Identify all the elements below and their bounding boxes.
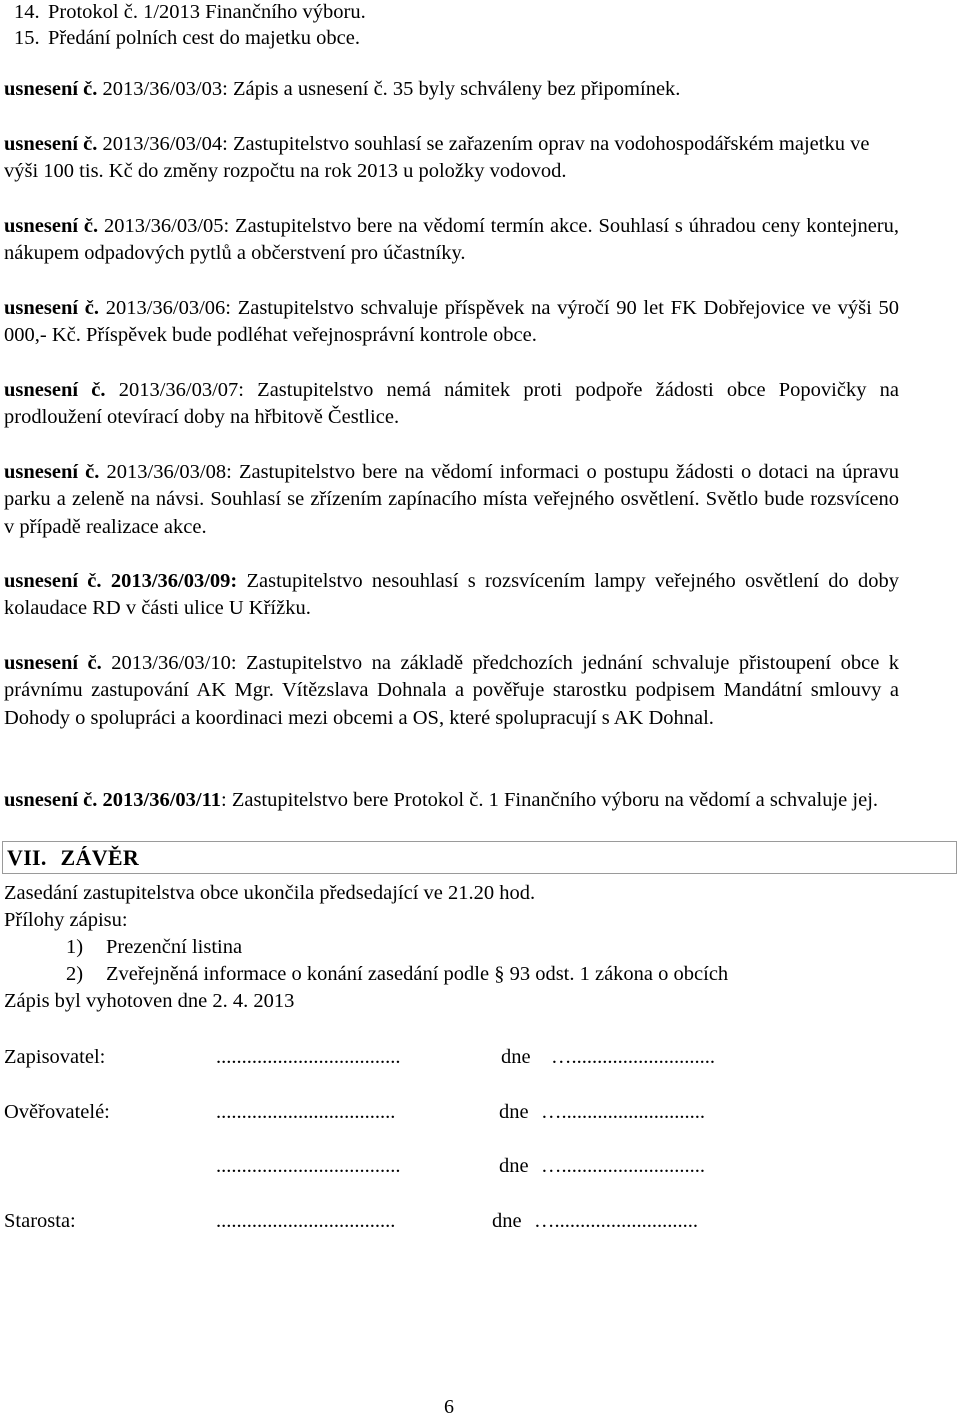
resolution-id: 2013/36/03/03 (102, 78, 223, 100)
section-number: VII. (7, 845, 47, 870)
signature-dne: dne (499, 1155, 529, 1177)
signature-date-line: …............................ (551, 1046, 715, 1068)
resolution-text: Zápis a usnesení č. 35 byly schváleny bez připomínek. (227, 78, 681, 100)
resolution-label: usnesení č. (4, 379, 106, 401)
agenda-text: Předání polních cest do majetku obce. (48, 27, 360, 49)
signature-dne: dne (492, 1210, 522, 1232)
resolution-text: Zastupitelstvo bere Protokol č. 1 Finančního výboru na vědomí a schvaluje jej. (226, 789, 879, 811)
attachment-item (66, 961, 728, 988)
signature-dne: dne (499, 1101, 529, 1123)
resolution-id-sep: : (223, 215, 230, 237)
resolution-id-sep: : (221, 789, 227, 811)
page-number: 6 (444, 1396, 454, 1418)
resolution-2013-36-03-10 (4, 650, 899, 732)
date-line: Zápis byl vyhotoven dne 2. 4. 2013 (4, 990, 295, 1012)
resolution-id: 2013/36/03/10 (111, 652, 231, 674)
attachment-text: Prezenční listina (106, 936, 243, 958)
attachment-text: Zveřejněná informace o konání zasedání podle § 93 odst. 1 zákona o obcích (106, 963, 729, 985)
resolution-label: usnesení č. (4, 652, 102, 674)
signature-label: Ověřovatelé: (4, 1101, 110, 1123)
agenda-num: 14. (14, 1, 40, 23)
resolution-text: Zastupitelstvo na základě předchozích jednání schvaluje přistoupení obce k právnímu zastupování AK Mgr. Vítězslava Dohnala a pověřuje starostku podpisem Mandátní smlouvy a Dohody o spolupráci a koordinaci mezi obcemi a OS, které spolupracují s AK Dohnal. (4, 652, 900, 729)
resolution-2013-36-03-06 (4, 295, 899, 350)
resolution-id-sep: : (230, 652, 237, 674)
agenda-num: 15. (14, 27, 40, 49)
signature-line: .................................... (216, 1046, 401, 1068)
resolution-text: Zastupitelstvo schvaluje příspěvek na výročí 90 let FK Dobřejovice ve výši 50 000,- Kč. Příspěvek bude podléhat veřejnosprávní kontrole obce. (4, 297, 900, 347)
signature-date-line: …............................ (541, 1101, 705, 1123)
signature-row (4, 1153, 899, 1181)
signature-row (4, 1099, 899, 1127)
resolution-label: usnesení č. (4, 789, 98, 811)
resolution-2013-36-03-04 (4, 131, 899, 186)
resolution-2013-36-03-05 (4, 213, 899, 268)
resolution-id-sep: : (222, 133, 228, 155)
resolution-id: 2013/36/03/05 (103, 215, 224, 237)
resolution-id: 2013/36/03/04 (102, 133, 223, 155)
signature-label: Starosta: (4, 1210, 76, 1232)
resolution-id: 2013/36/03/07 (118, 379, 239, 401)
resolution-id: 2013/36/03/08 (106, 461, 227, 483)
section-heading (7, 844, 139, 871)
resolution-id: 2013/36/03/09 (110, 570, 231, 592)
attachments-title: Přílohy zápisu: (4, 909, 128, 931)
signature-label: Zapisovatel: (4, 1046, 106, 1068)
resolution-text: Zastupitelstvo nemá námitek proti podpoře žádosti obce Popovičky na prodloužení otevírací doby na hřbitově Čestlice. (4, 379, 900, 429)
closing-statement: Zasedání zastupitelstva obce ukončila předsedající ve 21.20 hod. (4, 882, 536, 904)
resolution-id-sep: : (226, 461, 232, 483)
signature-line: ................................... (216, 1210, 396, 1232)
resolution-2013-36-03-07 (4, 377, 899, 432)
signature-line: .................................... (216, 1155, 401, 1177)
resolution-label: usnesení č. (4, 133, 98, 155)
resolution-id-sep: : (222, 78, 228, 100)
signature-date-line: …............................ (541, 1155, 705, 1177)
signature-line: ................................... (216, 1101, 396, 1123)
attachment-num: 2) (66, 963, 84, 985)
resolution-label: usnesení č. (4, 215, 99, 237)
attachment-item (66, 934, 242, 961)
resolution-text: Zastupitelstvo bere na vědomí termín akce. Souhlasí s úhradou ceny kontejneru, nákupem odpadových pytlů a občerstvení pro účastníky. (4, 215, 900, 265)
resolution-label: usnesení č. (4, 461, 100, 483)
resolution-id-sep: : (225, 297, 231, 319)
resolution-text: Zastupitelstvo nesouhlasí s rozsvícením lampy veřejného osvětlení do doby kolaudace RD v části ulice U Křížku. (4, 570, 900, 620)
resolution-2013-36-03-09 (4, 568, 899, 623)
resolution-label: usnesení č. (4, 297, 99, 319)
resolution-2013-36-03-11 (4, 787, 899, 814)
resolution-text: Zastupitelstvo bere na vědomí informaci o postupu žádosti o dotaci na úpravu parku a zeleně na návsi. Souhlasí se zřízením zapínacího místa veřejného osvětlení. Světlo bude rozsvíceno v případě realizace akce. (4, 461, 900, 538)
attachment-num: 1) (66, 936, 84, 958)
resolution-id-sep: : (230, 570, 238, 592)
signature-row (4, 1044, 899, 1072)
resolution-label: usnesení č. (4, 78, 98, 100)
signature-dne: dne (501, 1046, 531, 1068)
resolution-2013-36-03-03 (4, 76, 899, 103)
resolution-label: usnesení č. (4, 570, 102, 592)
agenda-text: Protokol č. 1/2013 Finančního výboru. (48, 1, 366, 23)
resolution-2013-36-03-08 (4, 459, 899, 541)
signature-date-line: …............................ (534, 1210, 698, 1232)
signature-row (4, 1208, 899, 1236)
resolution-id: 2013/36/03/11 (102, 789, 221, 811)
resolution-id-sep: : (238, 379, 244, 401)
section-title: ZÁVĚR (60, 845, 140, 870)
section-heading-box (2, 841, 957, 874)
resolution-text: Zastupitelstvo souhlasí se zařazením oprav na vodohospodářském majetku ve výši 100 tis. Kč do změny rozpočtu na rok 2013 u položky vodovod. (4, 133, 870, 183)
resolution-id: 2013/36/03/06 (105, 297, 226, 319)
